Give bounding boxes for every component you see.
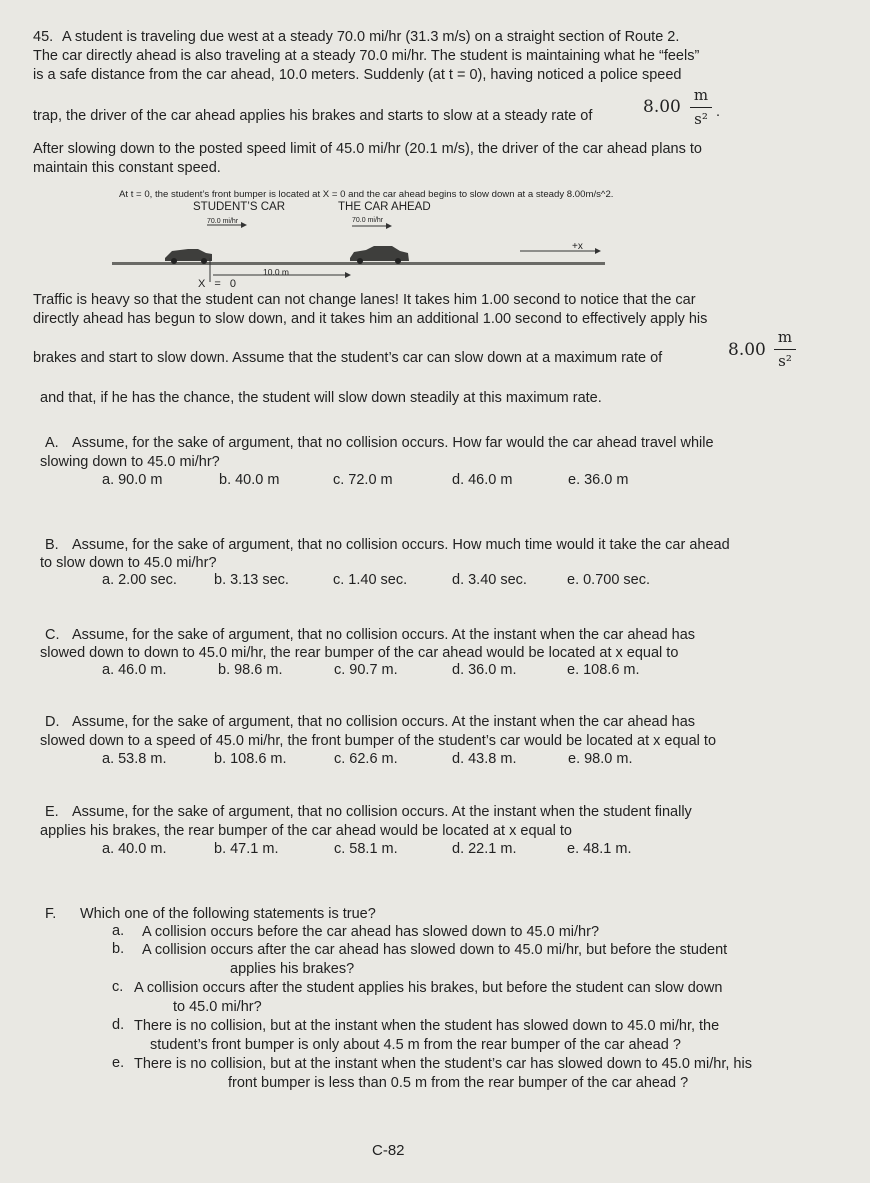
car-ahead-label: THE CAR AHEAD — [338, 201, 431, 213]
option-c[interactable]: c. 58.1 m. — [334, 841, 398, 857]
after-line-2: maintain this constant speed. — [33, 160, 221, 176]
option-e[interactable]: e. 48.1 m. — [567, 841, 632, 857]
question-label: D. — [45, 714, 60, 730]
intro-line-2: The car directly ahead is also traveling at a steady 70.0 mi/hr. The student is maintaining what he “feels” — [33, 48, 700, 64]
choice-a-letter[interactable]: a. — [112, 923, 125, 939]
page-number: C-82 — [372, 1142, 405, 1159]
option-b[interactable]: b. 47.1 m. — [214, 841, 279, 857]
period: . — [716, 104, 721, 120]
figure-graphics — [0, 0, 870, 300]
option-a[interactable]: a. 2.00 sec. — [102, 572, 177, 588]
question-line: slowing down to 45.0 mi/hr? — [40, 454, 220, 470]
question-line: slowed down to a speed of 45.0 mi/hr, the front bumper of the student’s car would be located at x equal to — [40, 733, 717, 749]
x-zero-label: X = 0 — [198, 278, 239, 290]
question-label: C. — [45, 627, 60, 643]
choice-d-text: student’s front bumper is only about 4.5 m from the rear bumper of the car ahead ? — [150, 1037, 681, 1053]
question-prompt: Which one of the following statements is true? — [80, 906, 376, 922]
rate-unit-denominator: s² — [694, 110, 708, 128]
question-line: Assume, for the sake of argument, that no collision occurs. How far would the car ahead travel while — [72, 435, 714, 451]
option-c[interactable]: c. 62.6 m. — [334, 751, 398, 767]
rate-value: 8.00 — [643, 97, 681, 117]
option-d[interactable]: d. 46.0 m — [452, 472, 513, 488]
option-c[interactable]: c. 1.40 sec. — [333, 572, 408, 588]
choice-c-text: to 45.0 mi/hr? — [173, 999, 262, 1015]
student-speed: 70.0 mi/hr — [207, 218, 239, 225]
problem-number: 45. — [33, 29, 54, 45]
question-line: slowed down to down to 45.0 mi/hr, the rear bumper of the car ahead would be located at x equal to — [40, 645, 679, 661]
traffic-line-4: and that, if he has the chance, the student will slow down steadily at this maximum rate. — [40, 390, 602, 406]
option-e[interactable]: e. 108.6 m. — [567, 662, 640, 678]
plus-x-label: +x — [572, 241, 583, 252]
option-c[interactable]: c. 90.7 m. — [334, 662, 398, 678]
question-line: applies his brakes, the rear bumper of the car ahead would be located at x equal to — [40, 823, 572, 839]
question-label: E. — [45, 804, 59, 820]
question-line: Assume, for the sake of argument, that no collision occurs. At the instant when the student finally — [72, 804, 692, 820]
option-d[interactable]: d. 43.8 m. — [452, 751, 517, 767]
option-b[interactable]: b. 40.0 m — [219, 472, 280, 488]
car-ahead-icon — [350, 246, 409, 264]
question-label: B. — [45, 537, 59, 553]
intro-line-4: trap, the driver of the car ahead applies his brakes and starts to slow at a steady rate of — [33, 108, 593, 124]
option-a[interactable]: a. 40.0 m. — [102, 841, 167, 857]
figure-caption: At t = 0, the student’s front bumper is located at X = 0 and the car ahead begins to slow down at a steady 8.00m/s^2. — [119, 189, 614, 200]
choice-b-text: applies his brakes? — [230, 961, 355, 977]
choice-c-text: A collision occurs after the student applies his brakes, but before the student can slow down — [134, 980, 723, 996]
after-line-1: After slowing down to the posted speed limit of 45.0 mi/hr (20.1 m/s), the driver of the car ahead plans to — [33, 141, 702, 157]
question-line: to slow down to 45.0 mi/hr? — [40, 555, 217, 571]
max-rate-unit-denominator: s² — [778, 352, 792, 370]
choice-e-text: front bumper is less than 0.5 m from the rear bumper of the car ahead ? — [228, 1075, 689, 1091]
question-label: A. — [45, 435, 59, 451]
ahead-speed: 70.0 mi/hr — [352, 217, 384, 224]
option-d[interactable]: d. 36.0 m. — [452, 662, 517, 678]
traffic-line-1: Traffic is heavy so that the student can not change lanes! It takes him 1.00 second to notice that the car — [33, 292, 696, 308]
choice-b-text: A collision occurs after the car ahead has slowed down to 45.0 mi/hr, but before the student — [142, 942, 728, 958]
traffic-line-3: brakes and start to slow down. Assume that the student’s car can slow down at a maximum rate of — [33, 350, 663, 366]
question-line: Assume, for the sake of argument, that no collision occurs. At the instant when the car ahead has — [72, 714, 696, 730]
option-b[interactable]: b. 108.6 m. — [214, 751, 287, 767]
option-e[interactable]: e. 36.0 m — [568, 472, 629, 488]
max-rate-unit-fraction — [774, 328, 800, 376]
choice-d-text: There is no collision, but at the instant when the student has slowed down to 45.0 mi/hr, the — [134, 1018, 720, 1034]
option-a[interactable]: a. 90.0 m — [102, 472, 163, 488]
intro-line-1: A student is traveling due west at a steady 70.0 mi/hr (31.3 m/s) on a straight section of Route 2. — [62, 29, 680, 45]
intro-line-3: is a safe distance from the car ahead, 10.0 meters. Suddenly (at t = 0), having noticed a police speed — [33, 67, 682, 83]
option-d[interactable]: d. 3.40 sec. — [452, 572, 527, 588]
option-c[interactable]: c. 72.0 m — [333, 472, 393, 488]
question-line: Assume, for the sake of argument, that no collision occurs. How much time would it take the car ahead — [72, 537, 730, 553]
option-a[interactable]: a. 53.8 m. — [102, 751, 167, 767]
option-e[interactable]: e. 98.0 m. — [568, 751, 633, 767]
option-d[interactable]: d. 22.1 m. — [452, 841, 517, 857]
option-e[interactable]: e. 0.700 sec. — [567, 572, 651, 588]
max-rate-value: 8.00 — [728, 340, 766, 360]
choice-e-text: There is no collision, but at the instant when the student’s car has slowed down to 45.0 mi/hr, his — [134, 1056, 752, 1072]
max-rate-unit-numerator: m — [777, 328, 793, 346]
student-car-label: STUDENT’S CAR — [193, 201, 286, 213]
traffic-line-2: directly ahead has begun to slow down, and it takes him an additional 1.00 second to effectively apply his — [33, 311, 708, 327]
question-line: Assume, for the sake of argument, that no collision occurs. At the instant when the car ahead has — [72, 627, 696, 643]
choice-e-letter[interactable]: e. — [112, 1055, 125, 1071]
rate-unit-numerator: m — [693, 86, 709, 104]
option-b[interactable]: b. 98.6 m. — [218, 662, 283, 678]
choice-c-letter[interactable]: c. — [112, 979, 124, 995]
question-label: F. — [45, 906, 57, 922]
choice-a-text: A collision occurs before the car ahead has slowed down to 45.0 mi/hr? — [142, 924, 600, 940]
student-car-icon — [165, 249, 212, 264]
choice-d-letter[interactable]: d. — [112, 1017, 125, 1033]
fraction-bar — [774, 349, 796, 350]
choice-b-letter[interactable]: b. — [112, 941, 125, 957]
option-a[interactable]: a. 46.0 m. — [102, 662, 167, 678]
option-b[interactable]: b. 3.13 sec. — [214, 572, 289, 588]
distance-label: 10.0 m — [263, 267, 289, 277]
